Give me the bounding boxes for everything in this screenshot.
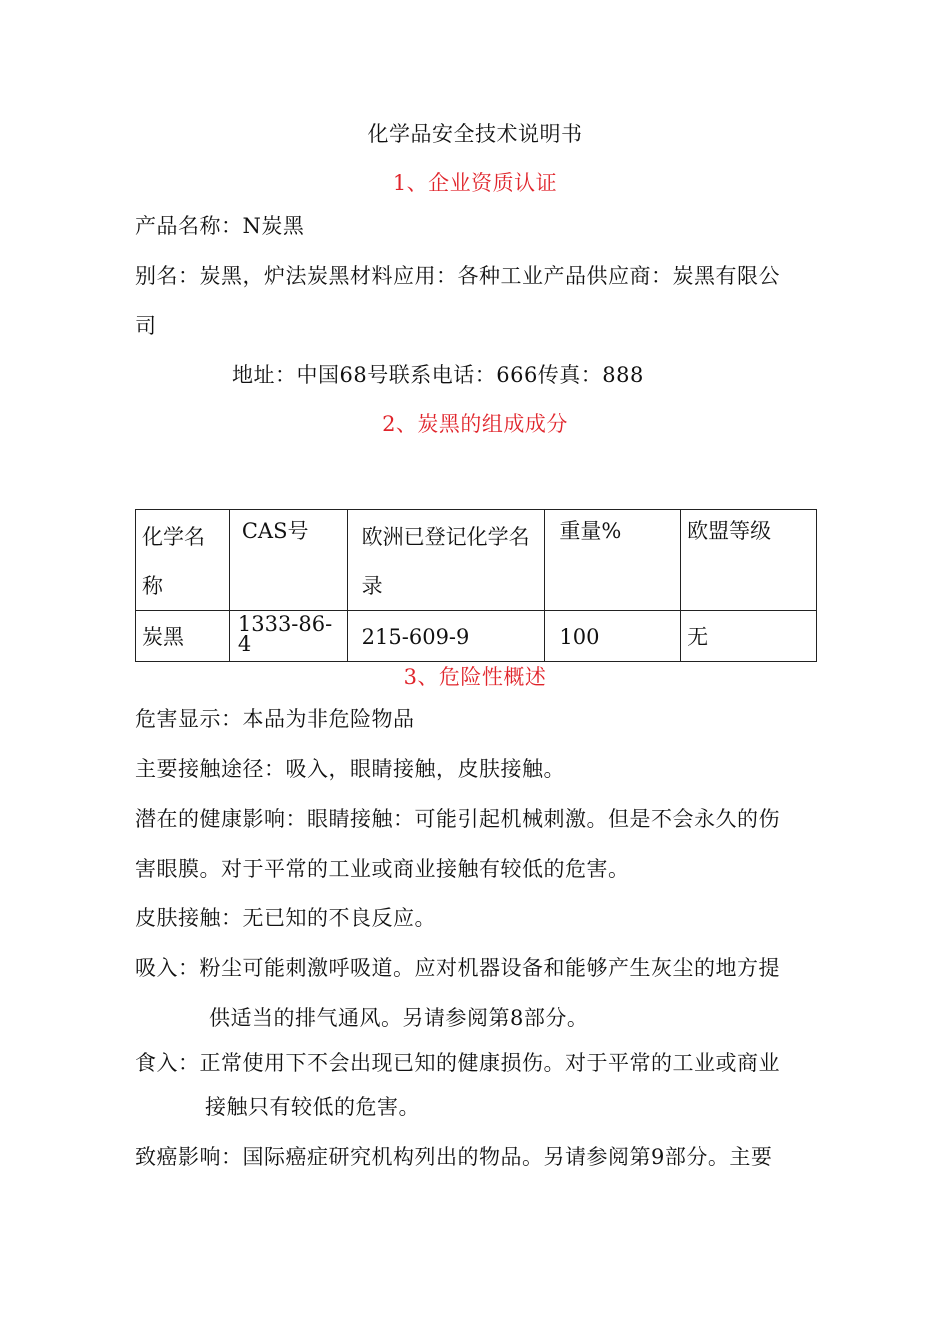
header-eu-class	[681, 510, 817, 611]
section-1-heading: 1、企业资质认证	[392, 171, 558, 195]
alias-line-1: 别名：炭黑，炉法炭黑材料应用：各种工业产品供应商：炭黑有限公	[135, 264, 780, 288]
cell-eu-class-text: 无	[687, 625, 709, 649]
address-line: 地址：中国68号联系电话：666传真：888	[232, 363, 644, 387]
cell-name	[136, 611, 230, 662]
cell-einecs	[347, 611, 545, 662]
header-cas-number	[229, 510, 347, 611]
cell-weight	[545, 611, 681, 662]
inhalation-line-1: 吸入：粉尘可能刺激呼吸道。应对机器设备和能够产生灰尘的地方提	[135, 956, 780, 980]
ingestion-line-1: 食入：正常使用下不会出现已知的健康损伤。对于平常的工业或商业	[135, 1051, 780, 1075]
table-header-row	[136, 510, 817, 611]
cell-cas-line1: 1333-86-	[237, 612, 333, 636]
header-weight-text: 重量%	[559, 519, 622, 543]
health-effects-line-1: 潜在的健康影响：眼睛接触：可能引起机械刺激。但是不会永久的伤	[135, 807, 780, 831]
cell-cas-line2: 4	[237, 632, 252, 656]
section-3-heading: 3、危险性概述	[403, 665, 547, 689]
cell-weight-text: 100	[559, 625, 600, 649]
cell-einecs-text: 215-609-9	[361, 625, 470, 649]
contact-routes: 主要接触途径：吸入，眼睛接触，皮肤接触。	[135, 757, 565, 781]
header-chemical-name-line2: 称	[142, 574, 163, 598]
section-2-heading: 2、炭黑的组成成分	[382, 412, 568, 436]
cell-cas	[229, 611, 347, 662]
header-einecs-line2: 录	[361, 574, 383, 598]
header-einecs-line1: 欧洲已登记化学名	[361, 525, 530, 549]
header-weight	[545, 510, 681, 611]
health-effects-line-2: 害眼膜。对于平常的工业或商业接触有较低的危害。	[135, 857, 630, 881]
carcinogenic-line-1: 致癌影响：国际癌症研究机构列出的物品。另请参阅第9部分。主要	[135, 1145, 773, 1169]
ingestion-line-2: 接触只有较低的危害。	[205, 1095, 420, 1119]
table-row	[136, 611, 817, 662]
header-chemical-name-line1: 化学名	[142, 525, 205, 549]
header-eu-class-text: 欧盟等级	[687, 519, 772, 543]
document-title: 化学品安全技术说明书	[367, 122, 583, 146]
header-chemical-name	[136, 510, 230, 611]
header-einecs	[347, 510, 545, 611]
hazard-display: 危害显示：本品为非危险物品	[135, 707, 415, 731]
skin-contact: 皮肤接触：无已知的不良反应。	[135, 906, 436, 930]
inhalation-line-2: 供适当的排气通风。另请参阅第8部分。	[209, 1006, 589, 1030]
product-name: 产品名称：N炭黑	[135, 214, 305, 238]
alias-line-2: 司	[135, 314, 157, 338]
cell-eu-class	[681, 611, 817, 662]
cell-name-text: 炭黑	[142, 625, 184, 649]
header-cas-number-text: CAS号	[241, 519, 309, 543]
composition-table	[135, 509, 817, 662]
